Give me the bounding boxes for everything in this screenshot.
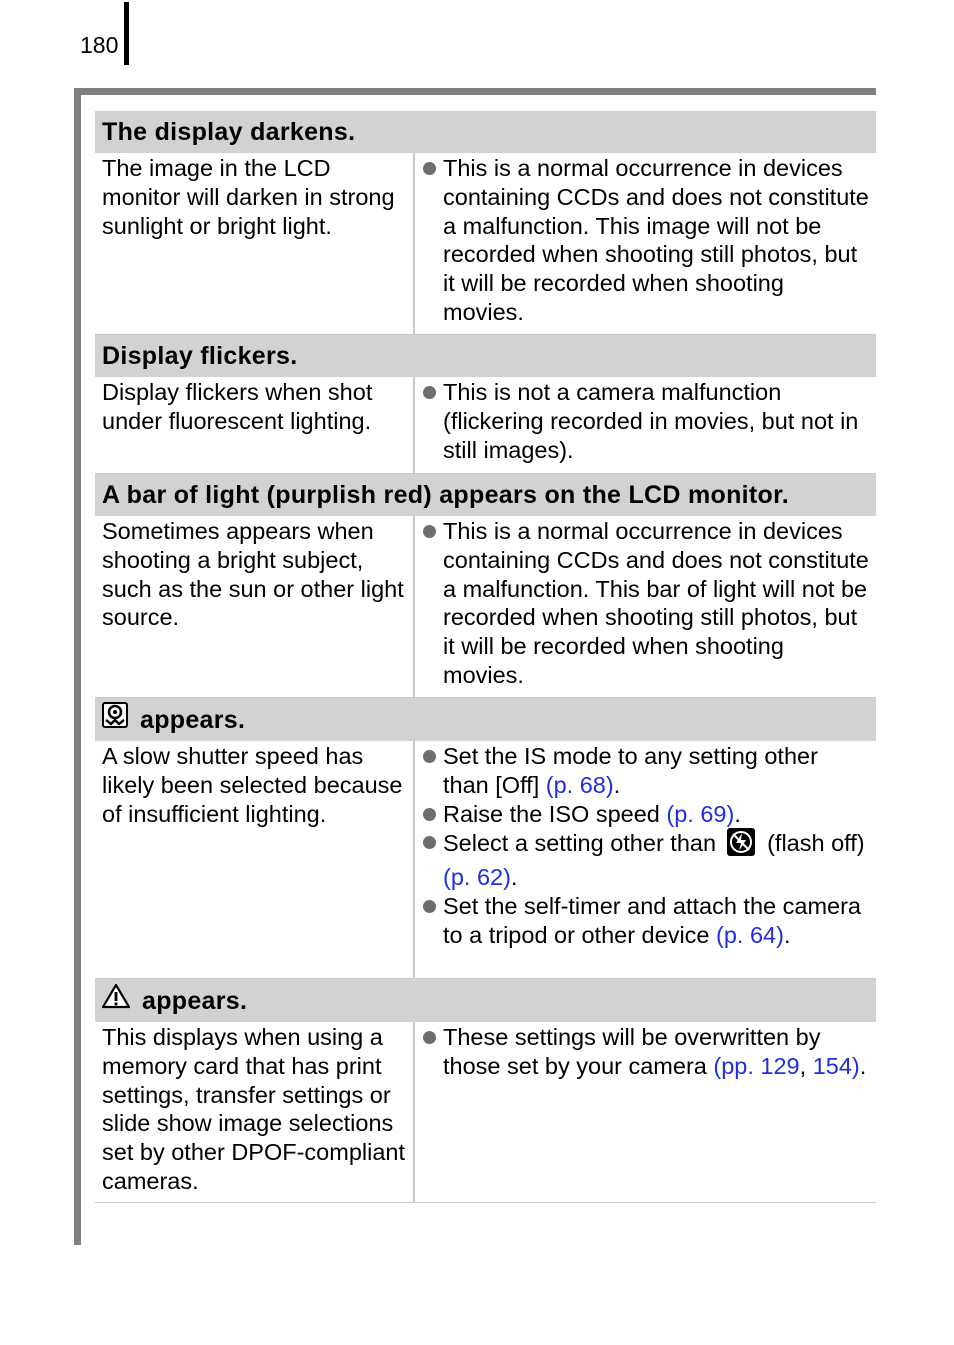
page-bar	[124, 2, 129, 65]
page-link[interactable]: (p. 64)	[716, 921, 784, 948]
remedy-item: These settings will be overwritten by those set by your camera (pp. 129, 154).	[423, 1023, 870, 1081]
table-row	[95, 516, 876, 698]
remedy-item: This is a normal occurrence in devices containing CCDs and does not constitute a malfunction. This image will not be recorded when shooting still photos, but it will be recorded when shooting movies.	[423, 154, 870, 327]
section-title: Display flickers.	[102, 342, 298, 370]
troubleshooting-table	[95, 111, 876, 1203]
page-link[interactable]: (pp. 129	[713, 1052, 800, 1079]
page-link[interactable]: (p. 62)	[443, 864, 511, 891]
remedy-cell	[415, 516, 876, 697]
cause-cell: A slow shutter speed has likely been selected because of insufficient lighting.	[95, 741, 415, 978]
remedy-item: Set the self-timer and attach the camera to a tripod or other device (p. 64).	[423, 892, 870, 950]
frame-top-rule	[74, 88, 876, 95]
flash-off-icon	[727, 828, 755, 863]
section-title: A bar of light (purplish red) appears on the LCD monitor.	[102, 481, 790, 509]
camera-shake-icon	[102, 702, 128, 737]
frame-left-rule	[74, 88, 81, 1245]
section-header	[95, 979, 876, 1022]
remedy-item: This is not a camera malfunction (flickering recorded in movies, but not in still images).	[423, 378, 870, 464]
cause-cell: This displays when using a memory card that has print settings, transfer settings or slide show image selections set by other DPOF-compliant cameras.	[95, 1022, 415, 1202]
cause-cell: Sometimes appears when shooting a bright subject, such as the sun or other light source.	[95, 516, 415, 697]
page-link[interactable]: 154)	[812, 1052, 860, 1079]
page-number: 180	[80, 32, 119, 58]
section-header	[95, 111, 876, 153]
table-row	[95, 153, 876, 335]
page-link[interactable]: (p. 68)	[545, 771, 614, 798]
remedy-item: Select a setting other than (flash off) (p. 62).	[423, 828, 870, 892]
section-title: appears.	[142, 986, 248, 1015]
cause-cell: Display flickers when shot under fluorescent lighting.	[95, 377, 415, 473]
remedy-item: This is a normal occurrence in devices containing CCDs and does not constitute a malfunction. This bar of light will not be recorded when shooting still photos, but it will be recorded when shooting movies.	[423, 517, 870, 690]
warning-icon	[102, 983, 130, 1018]
page-link[interactable]: (p. 69)	[666, 800, 735, 827]
remedy-item: Raise the ISO speed (p. 69).	[423, 800, 870, 829]
remedy-cell	[415, 153, 876, 334]
table-row	[95, 377, 876, 474]
remedy-cell	[415, 377, 876, 473]
section-title: appears.	[140, 705, 246, 734]
remedy-cell	[415, 741, 876, 978]
section-header	[95, 698, 876, 741]
remedy-cell	[415, 1022, 876, 1202]
section-header	[95, 335, 876, 377]
cause-cell: The image in the LCD monitor will darken in strong sunlight or bright light.	[95, 153, 415, 334]
remedy-item: Set the IS mode to any setting other than [Off] (p. 68).	[423, 742, 870, 800]
section-title: The display darkens.	[102, 118, 356, 146]
section-header	[95, 474, 876, 516]
table-row	[95, 741, 876, 979]
table-row	[95, 1022, 876, 1203]
